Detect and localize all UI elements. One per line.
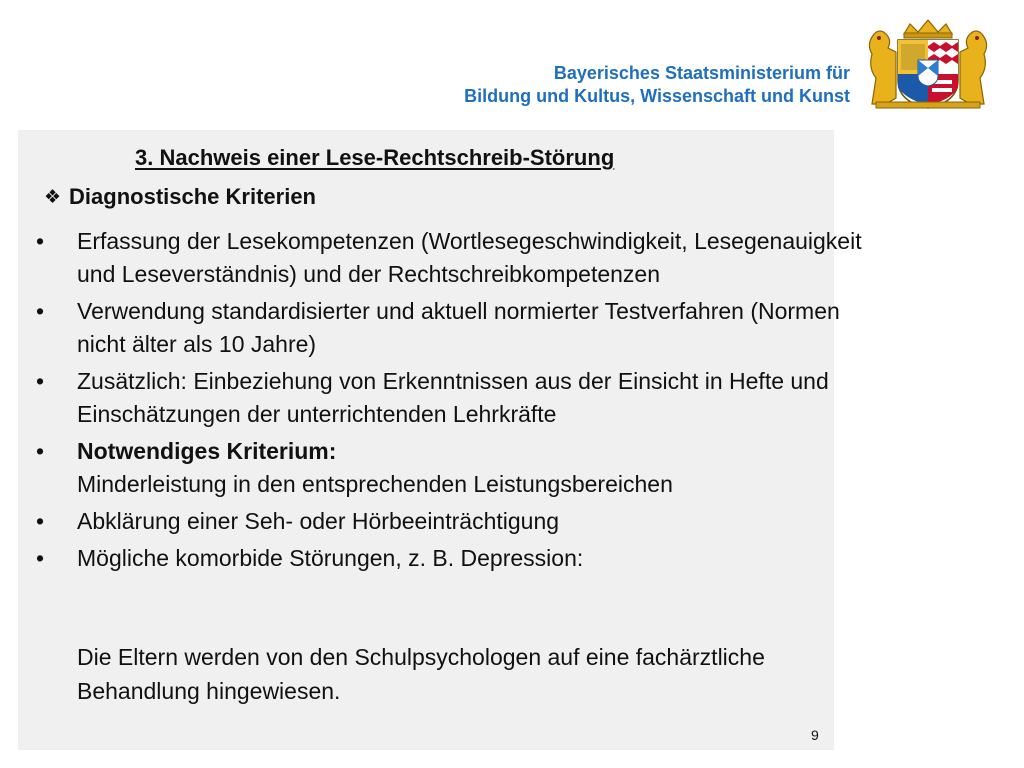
list-item: [36, 365, 866, 431]
list-item-text: Mögliche komorbide Störungen, z. B. Depression:: [77, 545, 584, 571]
list-item: [36, 225, 866, 291]
list-item: [36, 542, 866, 575]
bullet-icon: •: [36, 438, 45, 464]
bullet-icon: •: [36, 368, 45, 394]
criteria-list: [36, 225, 866, 579]
diamond-bullet-icon: ❖: [44, 187, 62, 208]
section-heading: [44, 184, 316, 210]
required-criterion-label: Notwendiges Kriterium:: [77, 438, 337, 464]
required-criterion-text: Minderleistung in den entsprechenden Leistungsbereichen: [77, 471, 673, 497]
list-item-text: Zusätzlich: Einbeziehung von Erkenntnissen aus der Einsicht in Hefte und Einschätzungen der unterrichtenden Lehrkräfte: [77, 368, 829, 427]
ministry-name-line2: Bildung und Kultus, Wissenschaft und Kunst: [464, 86, 850, 106]
ministry-name-line1: Bayerisches Staatsministerium für: [553, 63, 850, 83]
list-item-text: Verwendung standardisierter und aktuell normierter Testverfahren (Normen nicht älter als 10 Jahre): [77, 298, 840, 357]
list-item-text: Abklärung einer Seh- oder Hörbeeinträchtigung: [77, 508, 560, 534]
section-heading-text: Diagnostische Kriterien: [69, 184, 316, 209]
list-item: [36, 505, 866, 538]
list-item: [36, 435, 866, 501]
bullet-icon: •: [36, 228, 45, 254]
bavarian-coat-of-arms-icon: [862, 18, 994, 110]
page-number: 9: [811, 727, 819, 743]
list-item: [36, 295, 866, 361]
parent-referral-note: Die Eltern werden von den Schulpsychologen auf eine fachärztliche Behandlung hingewiesen.: [77, 644, 765, 704]
bullet-icon: •: [36, 508, 45, 534]
slide-title: 3. Nachweis einer Lese-Rechtschreib-Störung: [135, 145, 615, 170]
bullet-icon: •: [36, 298, 45, 324]
ministry-header: [464, 62, 850, 108]
bullet-icon: •: [36, 545, 45, 571]
list-item-text: Erfassung der Lesekompetenzen (Wortlesegeschwindigkeit, Lesegenauigkeit und Leseverständnis) und der Rechtschreibkompetenzen: [77, 228, 862, 287]
